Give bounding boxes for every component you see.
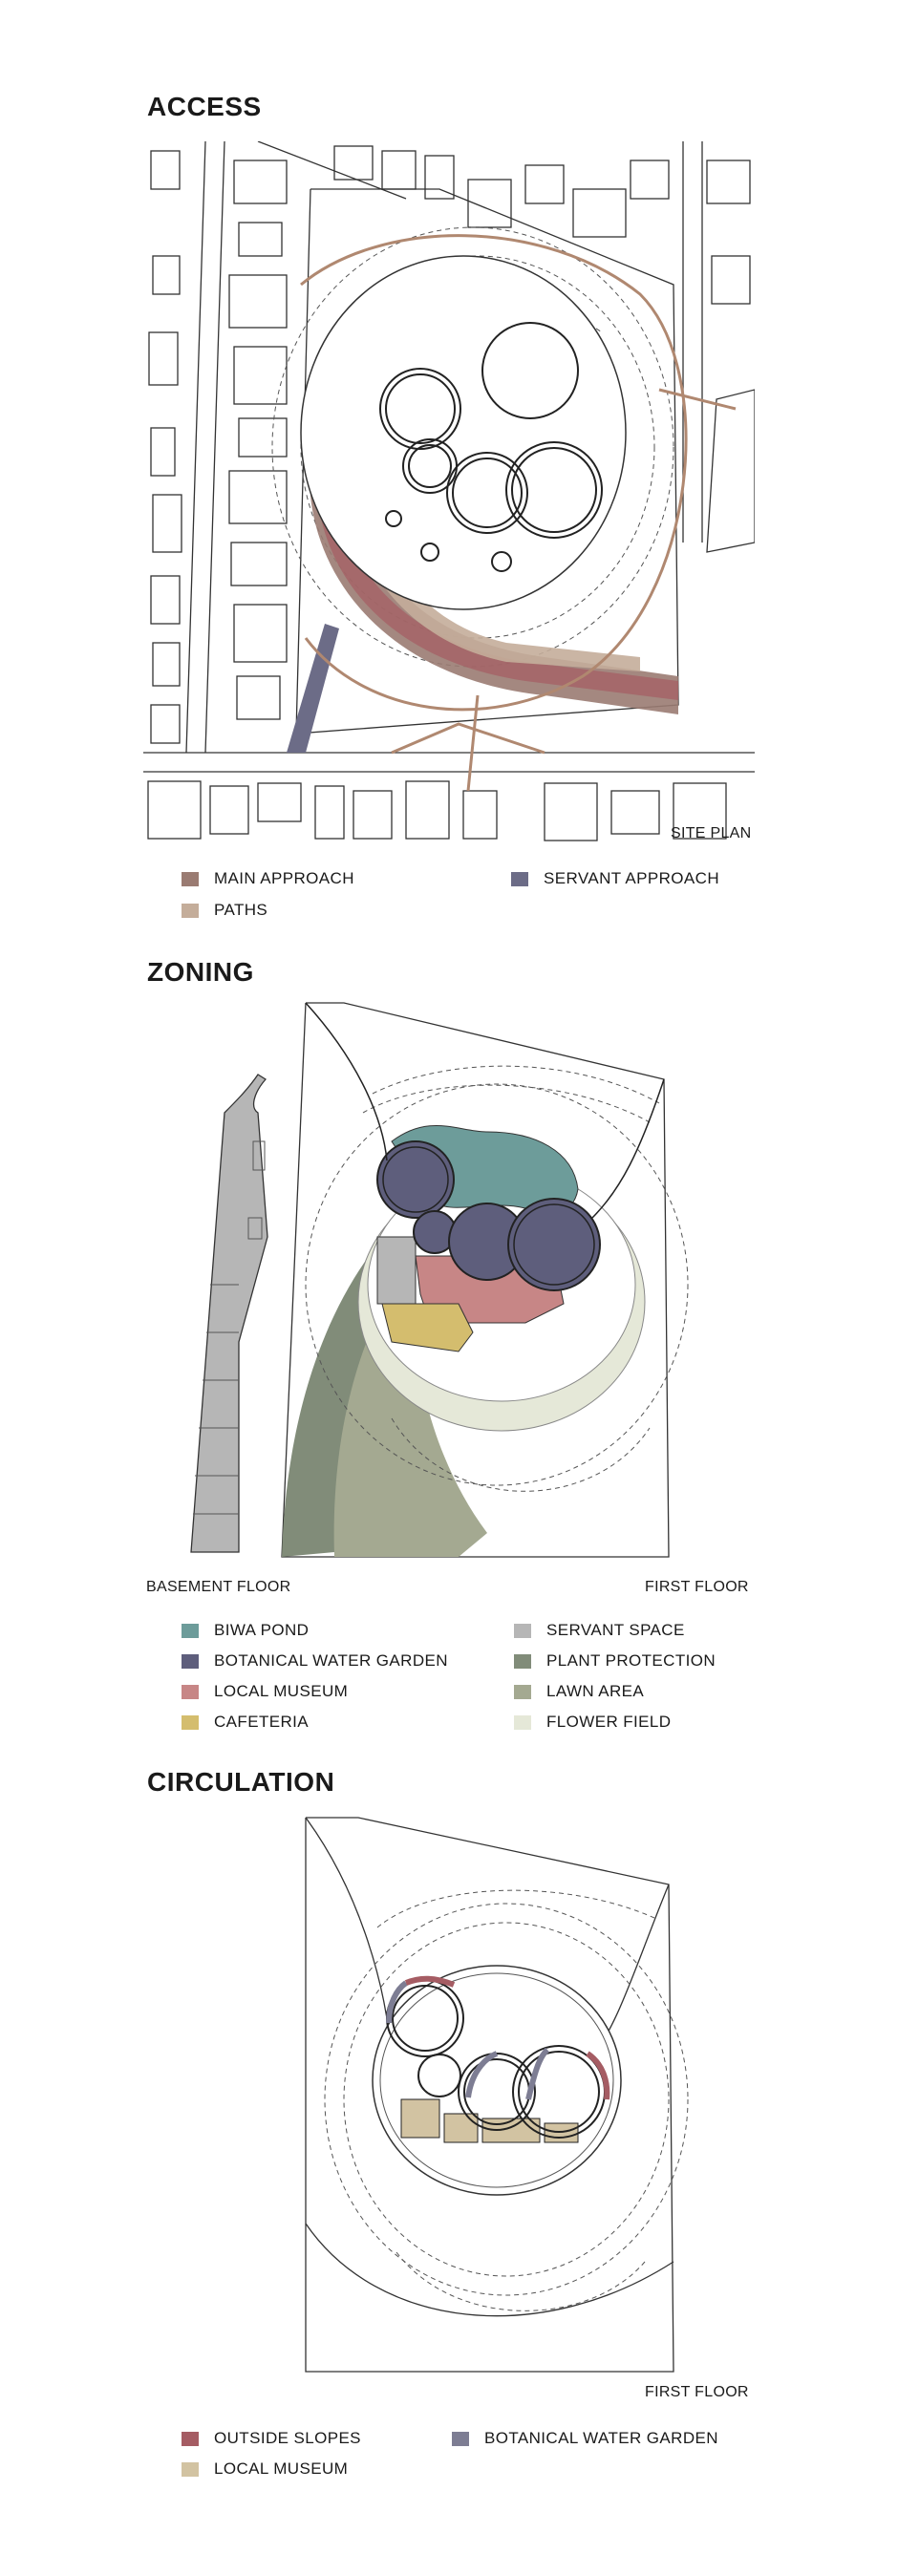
biwa-pond-swatch [182,1624,199,1638]
legend-label: FLOWER FIELD [546,1713,672,1731]
legend-item-main-approach [182,869,354,888]
legend-label: BIWA POND [214,1621,310,1639]
legend-item-servant-approach [511,869,719,888]
legend-label: LAWN AREA [546,1682,645,1700]
legend-item-outside-slopes [182,2429,361,2448]
main-approach-swatch [182,872,199,886]
legend-label: CAFETERIA [214,1713,310,1731]
servant-space-swatch [514,1624,531,1638]
legend-label: SERVANT APPROACH [544,869,720,887]
outside-slopes-swatch [182,2432,199,2446]
basement-floor-caption: BASEMENT FLOOR [146,1579,291,1595]
legend-item-cafeteria [182,1713,309,1732]
site-plan-drawing [143,141,755,848]
site-plan-caption: SITE PLAN [671,825,752,841]
legend-label: PATHS [214,901,268,919]
servant-approach-swatch [511,872,528,886]
paths-swatch [182,904,199,918]
legend-label: BOTANICAL WATER GARDEN [214,1651,448,1670]
first-floor-caption: FIRST FLOOR [645,1579,749,1595]
local-museum-swatch [182,2462,199,2477]
legend-label: LOCAL MUSEUM [214,1682,349,1700]
legend-label: BOTANICAL WATER GARDEN [484,2429,718,2447]
legend-item-flower-field [514,1713,671,1732]
legend-item-botanical-water-garden-circulation [452,2429,718,2448]
botanical-water-garden-swatch [452,2432,469,2446]
legend-label: OUTSIDE SLOPES [214,2429,361,2447]
legend-item-botanical-water-garden [182,1651,448,1671]
circulation-first-floor-caption: FIRST FLOOR [645,2384,749,2400]
plant-protection-swatch [514,1654,531,1669]
botanical-water-garden-swatch [182,1654,199,1669]
legend-item-servant-space [514,1621,685,1640]
lawn-area-swatch [514,1685,531,1699]
access-title: ACCESS [147,92,262,121]
flower-field-swatch [514,1715,531,1730]
legend-label: MAIN APPROACH [214,869,354,887]
legend-label: LOCAL MUSEUM [214,2459,349,2478]
circulation-title: CIRCULATION [147,1767,335,1797]
zoning-title: ZONING [147,957,254,987]
legend-item-lawn-area [514,1682,644,1701]
legend-item-local-museum [182,1682,348,1701]
cafeteria-swatch [182,1715,199,1730]
zoning-drawing [143,998,755,1571]
local-museum-swatch [182,1685,199,1699]
legend-item-plant-protection [514,1651,716,1671]
circulation-drawing [301,1813,755,2376]
legend-item-biwa-pond [182,1621,309,1640]
legend-item-local-museum-circulation [182,2459,348,2479]
legend-label: SERVANT SPACE [546,1621,685,1639]
legend-item-paths [182,901,267,920]
legend-label: PLANT PROTECTION [546,1651,716,1670]
